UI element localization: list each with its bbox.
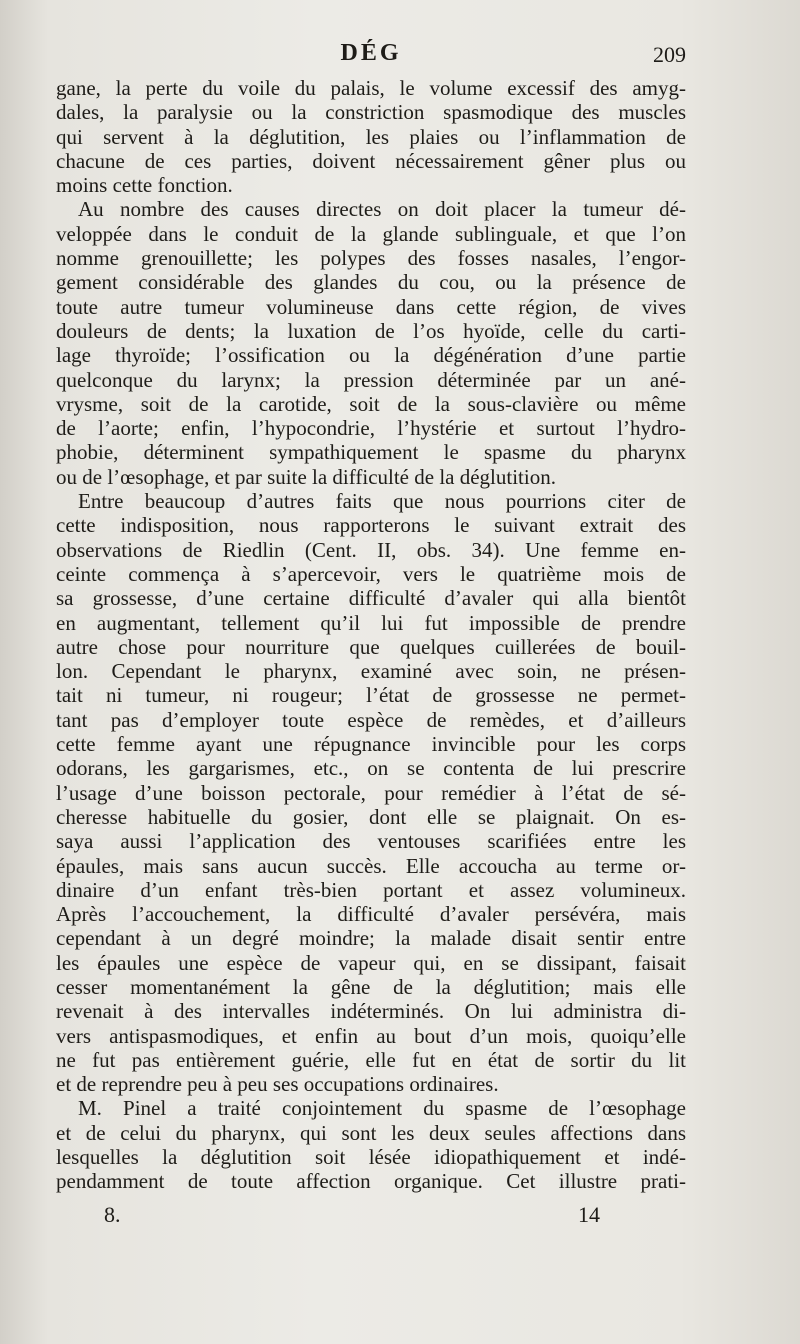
text-line: vrysme, soit de la carotide, soit de la sous-clavière ou même [56,391,686,416]
text-line: lesquelles la déglutition soit lésée idiopathiquement et indé- [56,1145,686,1170]
text-line: ceinte commença à s’apercevoir, vers le quatrième mois de [56,561,686,586]
text-line: pendamment de toute affection organique. Cet illustre prati- [56,1169,686,1194]
text-line: lage thyroïde; l’ossification ou la dégénération d’une partie [56,343,686,368]
text-line: et de reprendre peu à peu ses occupations ordinaires. [56,1072,499,1097]
text-line: épaules, mais sans aucun succès. Elle accoucha au terme or- [56,853,686,878]
page-header [56,40,686,74]
text-line: de l’aorte; enfin, l’hypocondrie, l’hystérie et surtout l’hydro- [56,416,686,441]
text-line: tant pas d’employer toute espèce de remèdes, et d’ailleurs [56,707,686,732]
text-line: Après l’accouchement, la difficulté d’avaler persévéra, mais [56,902,686,927]
text-line: odorans, les gargarismes, etc., on se contenta de lui prescrire [56,756,686,781]
text-line: tait ni tumeur, ni rougeur; l’état de grossesse ne permet- [56,683,686,708]
text-line: en augmentant, tellement qu’il lui fut impossible de prendre [56,610,686,635]
text-line: cesser momentanément la gêne de la déglutition; mais elle [56,974,686,999]
text-line: l’usage d’une boisson pectorale, pour remédier à l’état de sé- [56,780,686,805]
text-line: ne fut pas entièrement guérie, elle fut en état de sortir du lit [56,1047,686,1072]
text-line: revenait à des intervalles indéterminés. On lui administra di- [56,999,686,1024]
text-line: vers antispasmodiques, et enfin au bout d’un mois, quoiqu’elle [56,1023,686,1048]
page-footer [56,1202,686,1232]
text-line: observations de Riedlin (Cent. II, obs. 34). Une femme en- [56,537,686,562]
text-line: cheresse habituelle du gosier, dont elle se plaignait. On es- [56,804,686,829]
page-number: 209 [653,42,686,67]
text-line: nomme grenouillette; les polypes des fosses nasales, l’engor- [56,246,686,271]
text-line: qui servent à la déglutition, les plaies ou l’inflammation de [56,124,686,149]
text-line: saya aussi l’application des ventouses scarifiées entre les [56,829,686,854]
text-line: toute autre tumeur volumineuse dans cette région, de vives [56,294,686,319]
text-line: douleurs de dents; la luxation de l’os hyoïde, celle du carti- [56,318,686,343]
text-line: autre chose pour nourriture que quelques cuillerées de bouil- [56,634,686,659]
text-line: cependant à un degré moindre; la malade disait sentir entre [56,926,686,951]
text-line: quelconque du larynx; la pression déterminée par un ané- [56,367,686,392]
signature-mark-right: 14 [578,1202,600,1227]
text-line: chacune de ces parties, doivent nécessairement gêner plus ou [56,148,686,173]
running-head: DÉG [340,40,402,66]
text-line: cette femme ayant une répugnance invincible pour les corps [56,732,686,757]
text-line: lon. Cependant le pharynx, examiné avec soin, ne présen- [56,659,686,684]
text-line: Au nombre des causes directes on doit placer la tumeur dé- [78,197,686,222]
body-text [56,76,686,1194]
text-line: les épaules une espèce de vapeur qui, en se dissipant, faisait [56,950,686,975]
text-line: gane, la perte du voile du palais, le volume excessif des amyg- [56,76,686,100]
signature-mark-left: 8. [104,1202,121,1227]
text-line: dinaire d’un enfant très-bien portant et assez volumineux. [56,877,686,902]
text-line: cette indisposition, nous rapporterons le suivant extrait des [56,513,686,538]
text-line: dales, la paralysie ou la constriction spasmodique des muscles [56,100,686,125]
text-line: sa grossesse, d’une certaine difficulté d’avaler qui alla bientôt [56,586,686,611]
text-line: ou de l’œsophage, et par suite la difficulté de la déglutition. [56,464,556,489]
text-line: veloppée dans le conduit de la glande sublinguale, et que l’on [56,221,686,246]
text-line: phobie, déterminent sympathiquement le spasme du pharynx [56,440,686,465]
text-line: Entre beaucoup d’autres faits que nous pourrions citer de [78,489,686,514]
text-line: gement considérable des glandes du cou, ou la présence de [56,270,686,295]
text-line: M. Pinel a traité conjointement du spasme de l’œsophage [78,1096,686,1121]
text-line: et de celui du pharynx, qui sont les deux seules affections dans [56,1120,686,1145]
text-line: moins cette fonction. [56,173,233,198]
